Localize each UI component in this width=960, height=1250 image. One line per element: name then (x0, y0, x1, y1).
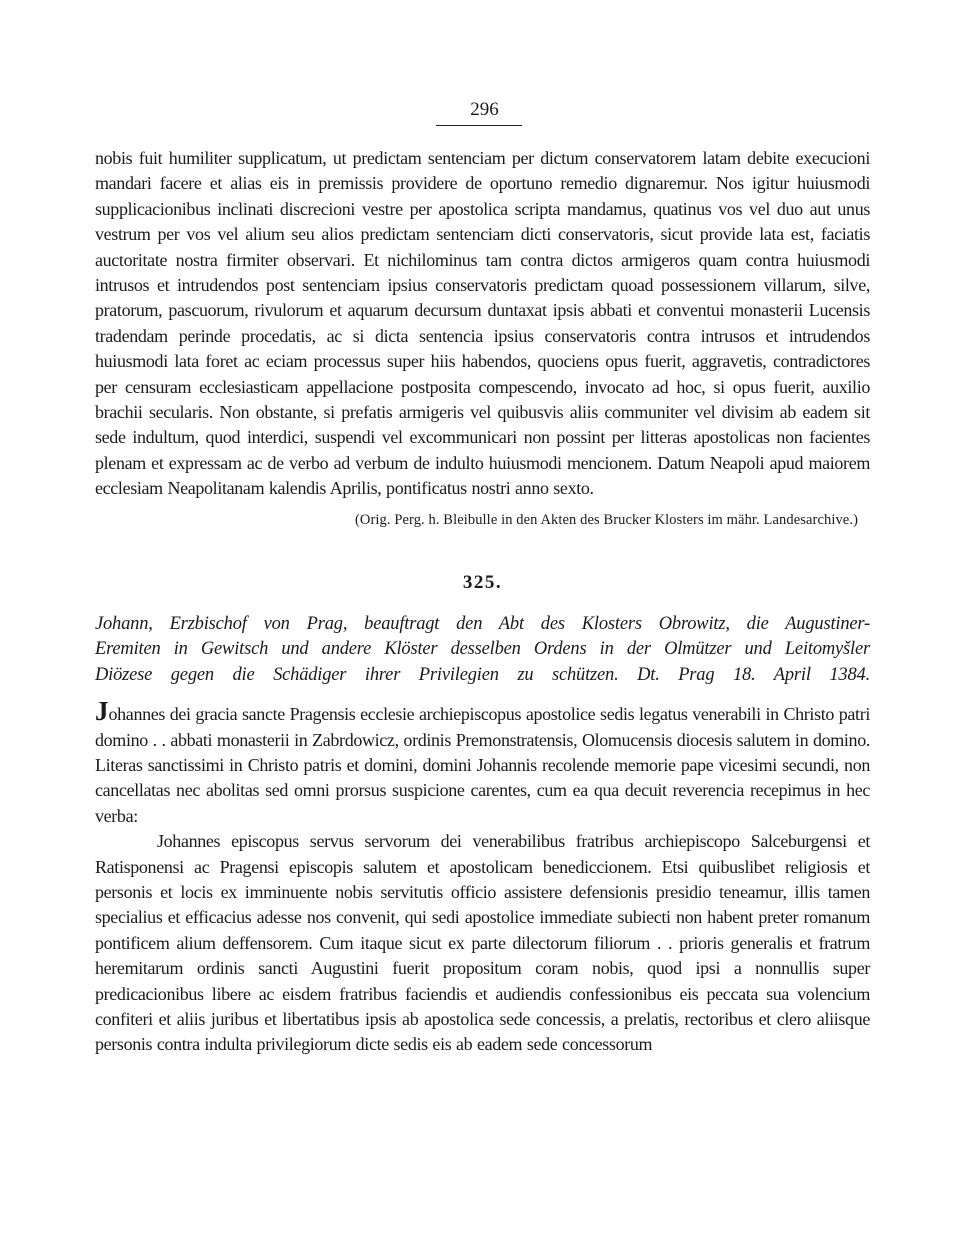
body-paragraph-2: Johannes episcopus servus servorum dei venerabilibus fratribus archiepiscopo Salceburgensi et Ratisponensi ac Pragensi episcopis salutem et apostolicam benediccionem. Etsi quibuslibet religiosis et personis et locis ex imminuente nobis servitutis officio assistere defensionis presidio teneamur, illis tamen specialius et efficacius adesse nos convenit, qui sedi apostolice immediate subiecti non habent preter romanum pontificem alium deffensorem. Cum itaque sicut ex parte dilectorum filiorum . . prioris generalis et fratrum heremitarum ordinis sancti Augustini fuerit propositum coram nobis, quod ipsi a nonnullis super predicacionibus libere ac eisdem fratribus faciendis et audiendis confessionibus eis peccata sua volencium confiteri et aliis juribus et libertatibus ipsis ab apostolica sede concessis, a prelatis, rectoribus et clero aliisque personis contra indulta privilegiorum dicte sedis eis ab eadem sede concessorum (95, 831, 870, 1055)
document-number: 325. (462, 571, 503, 593)
page (95, 98, 870, 1058)
document-title (95, 612, 870, 689)
document-title-line-3: Diözese gegen die Schädiger ihrer Privilegien zu schützen. Dt. Prag 18. April 1384. (95, 664, 870, 685)
source-note: (Orig. Perg. h. Bleibulle in den Akten des Brucker Klosters im mähr. Landesarchive.) (354, 511, 858, 528)
body-paragraph-1-text: ohannes dei gracia sancte Pragensis ecclesie archiepiscopus apostolice sedis legatus venerabili in Christo patri domino . . abbati monasterii in Zabrdowicz, ordinis Premonstratensis, Olomucensis diocesis salutem in domino. Literas sanctissimi in Christo patris et domini, domini Johannis recolende memorie pape vicesimi secundi, non cancellatas nec abolitas sed omni prorsus suspicione carentes, cum ea qua decuit reverencia recepimus in hec verba: (95, 704, 870, 826)
header-rule (436, 125, 522, 126)
document-title-line-1: Johann, Erzbischof von Prag, beauftragt den Abt des Klosters Obrowitz, die Augustiner- (95, 613, 870, 634)
document-title-line-2: Eremiten in Gewitsch und andere Klöster desselben Ordens in der Olmützer und Leitomyšler (95, 639, 870, 660)
continuation-paragraph: nobis fuit humiliter supplicatum, ut predictam sentenciam per dictum conservatorem latam debite execucioni mandari facere et alias eis in premissis providere de oportuno remedio dignaremur. Nos igitur huiusmodi supplicacionibus inclinati discrecioni vestre per apostolica scripta mandamus, quatinus vos vel duo aut unus vestrum per vos vel alium seu alios predictam sentenciam dicti conservatoris, sicut provide lata est, faciatis auctoritate nostra firmiter observari. Et nichilominus tam contra dictos armigeros quam contra huiusmodi intrusos et intrudendos post sentenciam ipsius conservatoris predictam quoad possessionem villarum, silve, pratorum, pascuorum, rivulorum et aquarum decursum duntaxat ipsis abbati et conventui monasterii Lucensis tradendam perinde procedatis, ac si dicta sentencia ipsius conservatoris contra intrusos et intrudendos huiusmodi lata foret ac eciam processus super hiis habendos, quociens opus fuerit, aggravetis, contradictores per censuram ecclesiasticam appellacione postposita compescendo, invocato ad hoc, si opus fuerit, auxilio brachii secularis. Non obstante, si prefatis armigeris vel quibusvis aliis communiter vel divisim ab eadem sit sede indultum, quod interdici, suspendi vel excommunicari non possint per litteras apostolicas non facientes plenam et expressam ac de verbo ad verbum de indulto huiusmodi mencionem. Datum Neapoli apud maiorem ecclesiam Neapolitanam kalendis Aprilis, pontificatus nostri anno sexto. (95, 148, 870, 499)
drop-cap: J (95, 696, 109, 727)
page-number: 296 (470, 99, 499, 120)
body-paragraph-1 (95, 696, 870, 829)
